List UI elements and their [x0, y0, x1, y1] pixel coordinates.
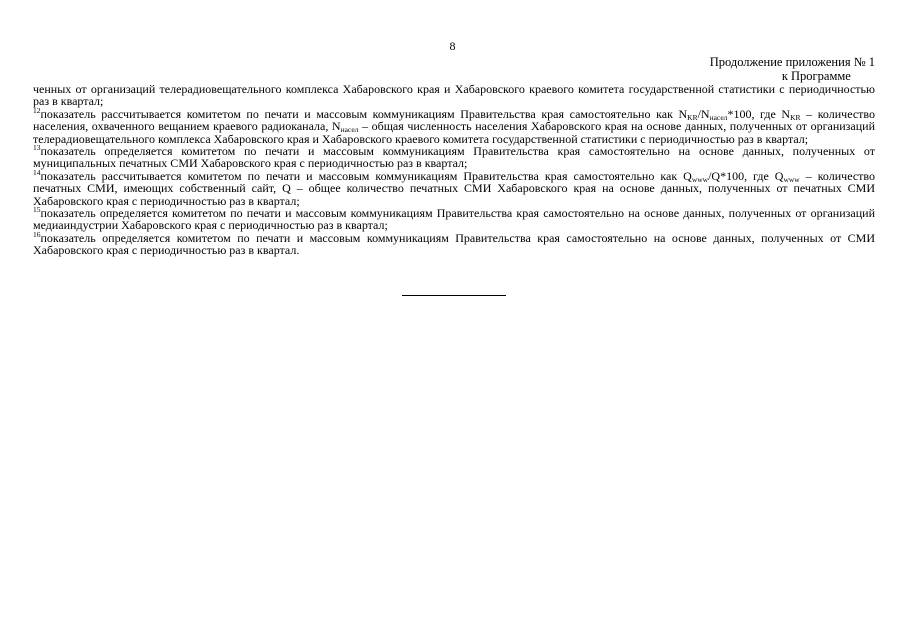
appendix-header: [710, 55, 875, 83]
footnote-15-number: 15: [33, 205, 41, 215]
footnote-16: [33, 229, 875, 258]
footnote-12-text-d: – количество населения, охваченного вещанием краевого радиоканала, N: [33, 106, 875, 134]
footnote-13-number: 13: [33, 143, 41, 153]
footnote-14-number: 14: [33, 167, 41, 177]
appendix-header-line-2: к Программе: [781, 69, 851, 83]
footnote-12-subscript-3: KR: [790, 112, 801, 122]
footnote-16-number: 16: [33, 229, 41, 239]
footnote-13-text: показатель определяется комитетом по печати и массовым коммуникациям Правительства края самостоятельно на основе данных, полученных от муниципальных печатных СМИ Хабаровского края с периодичностью раз в квартал;: [33, 144, 875, 171]
footnote-12-subscript-1: KR: [687, 112, 698, 122]
footnote-14-subscript-2: www: [783, 174, 800, 184]
footnotes-block: [33, 83, 875, 257]
footnote-16-text: показатель определяется комитетом по печати и массовым коммуникациям Правительства края самостоятельно на основе данных, полученных от СМИ Хабаровского края с периодичностью раз в квартал.: [33, 230, 875, 258]
appendix-header-line-1: Продолжение приложения № 1: [709, 55, 875, 69]
footnote-14-text-b: /Q*100, где Q: [708, 168, 784, 183]
footnote-12-text-a: показатель рассчитывается комитетом по печати и массовым коммуникациям Правительства края самостоятельно как N: [40, 106, 688, 121]
footnote-14: [33, 167, 875, 208]
footnote-12-text-b: /N: [697, 106, 710, 121]
footnote-13: [33, 145, 875, 170]
footnote-12-subscript-4: насел: [340, 125, 359, 135]
footnote-continuation: [33, 83, 875, 108]
footnote-12: [33, 105, 875, 146]
footnote-15-text: показатель определяется комитетом по печати и массовым коммуникациям Правительства края самостоятельно на основе данных, полученных от организаций медиаиндустрии Хабаровского края с периодичностью раз в квартал;: [33, 206, 875, 233]
footnote-14-text-c: – количество печатных СМИ, имеющих собственный сайт, Q – общее количество печатных СМИ Хабаровского края на основе данных, полученных от печатных СМИ Хабаровского края с периодичностью раз в квартал;: [33, 168, 875, 208]
footnote-12-subscript-2: насел: [709, 112, 728, 122]
footnote-12-number: 12: [33, 105, 41, 115]
footnote-14-text-a: показатель рассчитывается комитетом по печати и массовым коммуникациям Правительства края самостоятельно как Q: [40, 168, 692, 183]
footnote-15: [33, 207, 875, 232]
footnote-12-text-e: – общая численность населения Хабаровского края на основе данных, полученных от организаций телерадиовещательного комплекса Хабаровского края и Хабаровского краевого комитета государственной статистики с периодичностью раз в квартал;: [33, 119, 875, 146]
footnote-14-subscript-1: www: [691, 174, 709, 184]
end-rule: [402, 295, 506, 296]
footnote-continuation-text: ченных от организаций телерадиовещательного комплекса Хабаровского края и Хабаровского краевого комитета государственной статистики с периодичностью раз в квартал;: [33, 82, 875, 109]
footnote-12-text-c: *100, где N: [727, 106, 791, 121]
page-number: 8: [449, 39, 456, 53]
